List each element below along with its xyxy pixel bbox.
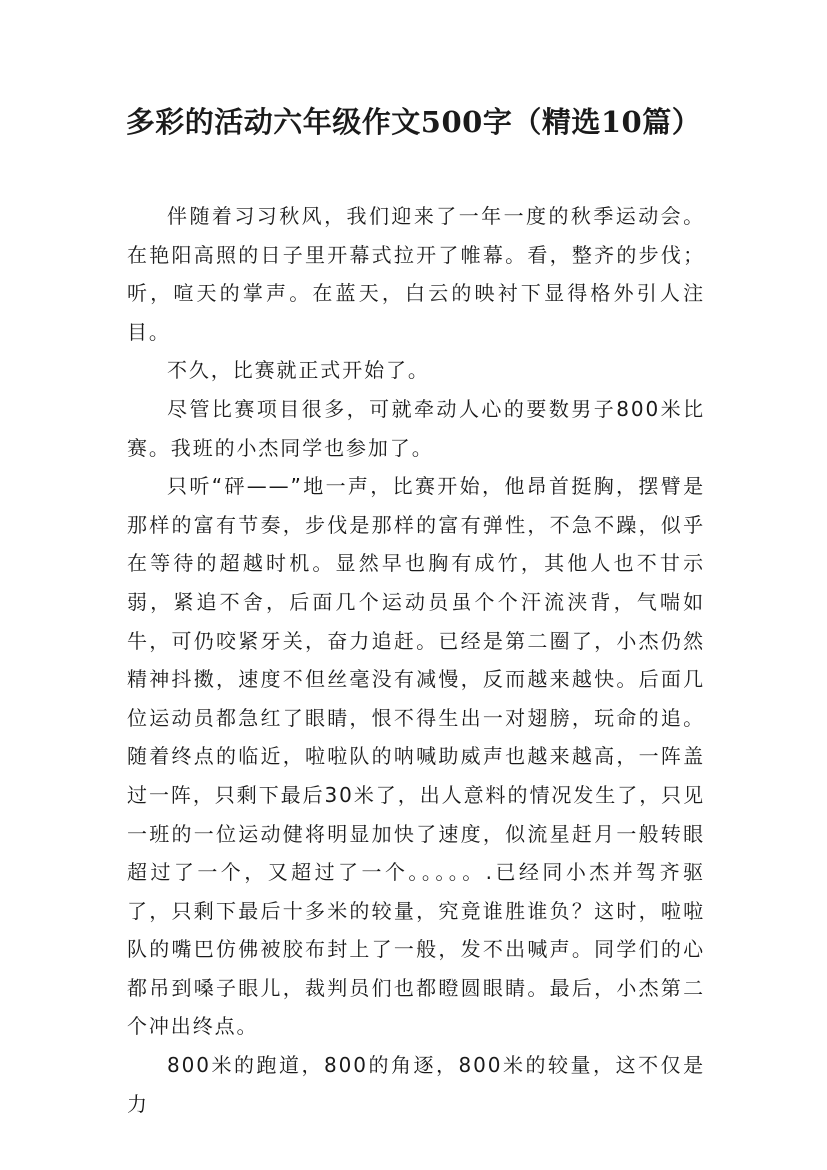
paragraph-1: 伴随着习习秋风，我们迎来了一年一度的秋季运动会。在艳阳高照的日子里开幕式拉开了帷幕。看，整齐的步伐；听，喧天的掌声。在蓝天，白云的映衬下显得格外引人注目。 [127, 204, 705, 344]
paragraph-4: 只听“砰——”地一声，比赛开始，他昂首挺胸，摆臂是那样的富有节奏，步伐是那样的富有弹性，不急不躁，似乎在等待的超越时机。显然早也胸有成竹，其他人也不甘示弱，紧追不舍，后面几个运动员虽个个汗流浃背，气喘如牛，可仍咬紧牙关，奋力追赶。已经是第二圈了，小杰仍然精神抖擞，速度不但丝毫没有减慢，反而越来越快。后面几位运动员都急红了眼睛，恨不得生出一对翅膀，玩命的追。随着终点的临近，啦啦队的呐喊助威声也越来越高，一阵盖过一阵，只剩下最后30米了，出人意料的情况发生了，只见一班的一位运动健将明显加快了速度，似流星赶月一般转眼超过了一个，又超过了一个。。。。。.已经同小杰并驾齐驱了，只剩下最后十多米的较量，究竟谁胜谁负？这时，啦啦队的嘴巴仿佛被胶布封上了一般，发不出喊声。同学们的心都吊到嗓子眼儿，裁判员们也都瞪圆眼睛。最后，小杰第二个冲出终点。 [127, 474, 705, 1039]
paragraph-3: 尽管比赛项目很多，可就牵动人心的要数男子800米比赛。我班的小杰同学也参加了。 [127, 396, 705, 460]
paragraph-2: 不久，比赛就正式开始了。 [167, 358, 430, 383]
paragraph-5: 800米的跑道，800的角逐，800米的较量，这不仅是力 [127, 1053, 705, 1116]
document-body [127, 197, 705, 1123]
document-title: 多彩的活动六年级作文500字（精选10篇） [125, 105, 702, 139]
